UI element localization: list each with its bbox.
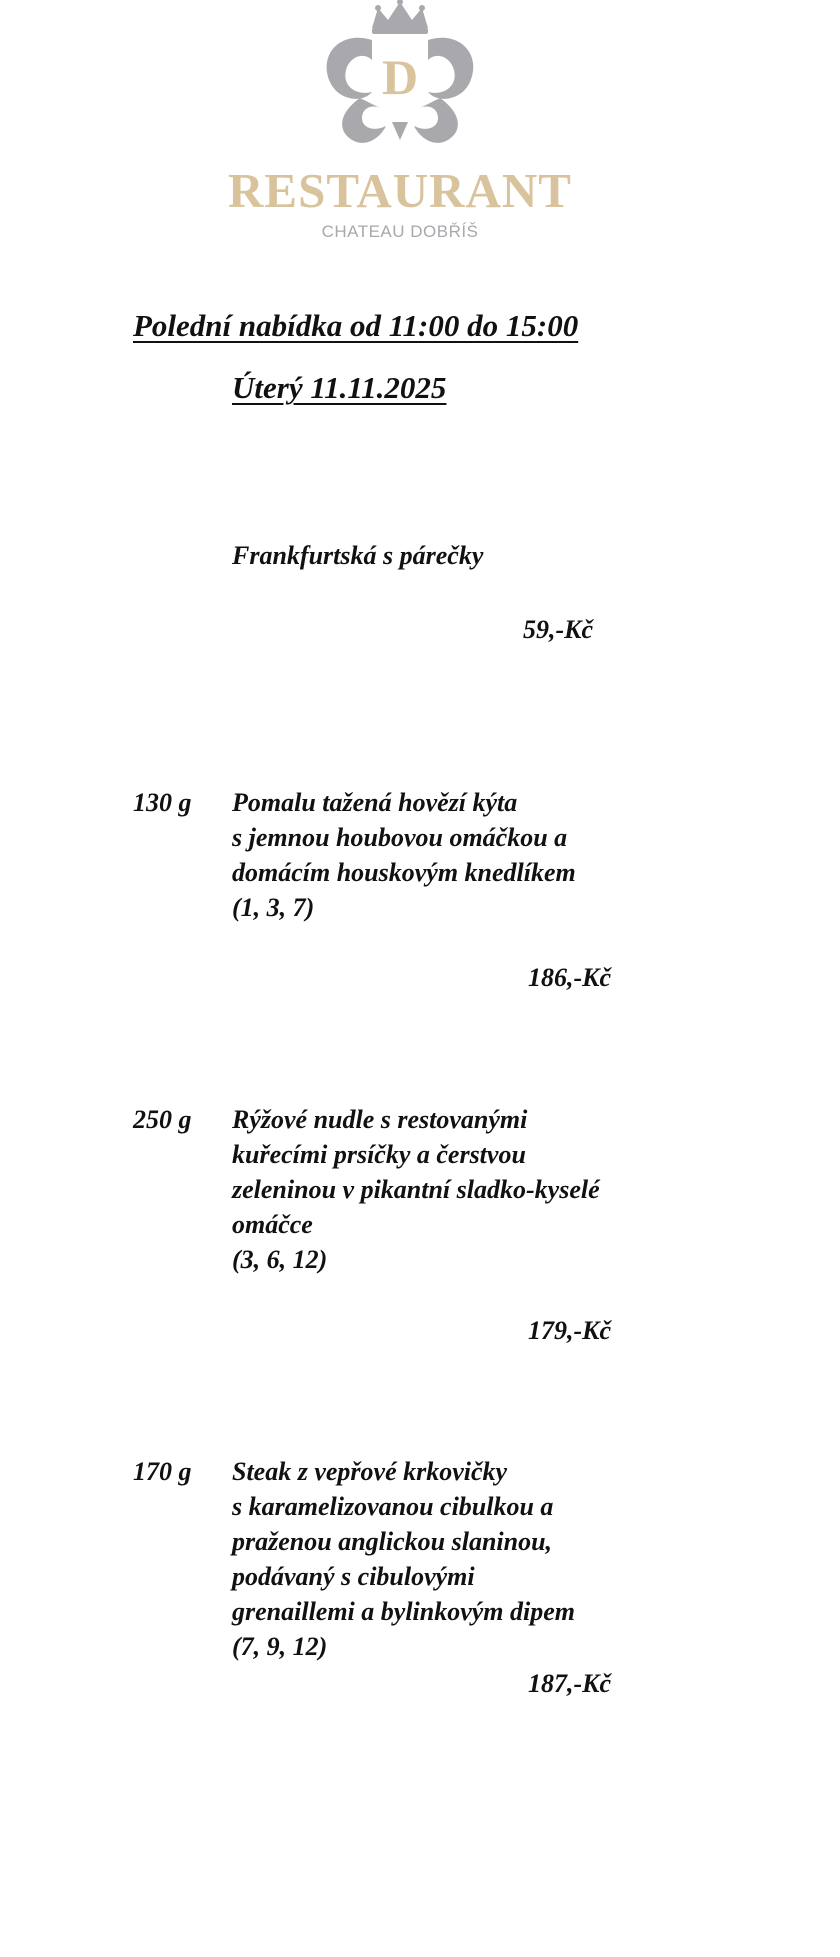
- offer-title: Polední nabídka od 11:00 do 15:00: [133, 308, 579, 343]
- item-line: grenaillemi a bylinkovým dipem: [232, 1597, 576, 1626]
- item-allergens: (1, 3, 7): [232, 893, 315, 922]
- logo-letter: D: [381, 49, 419, 105]
- item-line: Pomalu tažená hovězí kýta: [232, 788, 518, 817]
- item-line: praženou anglickou slaninou,: [232, 1527, 553, 1556]
- item-weight: 170 g: [133, 1457, 192, 1486]
- soup-price: 59,-Kč: [523, 615, 594, 644]
- item-line: Rýžové nudle s restovanými: [232, 1105, 528, 1134]
- item-line: kuřecími prsíčky a čerstvou: [232, 1140, 526, 1169]
- item-allergens: (7, 9, 12): [232, 1632, 328, 1661]
- item-line: s karamelizovanou cibulkou a: [232, 1492, 554, 1521]
- item-line: zeleninou v pikantní sladko-kyselé: [232, 1175, 600, 1204]
- item-line: s jemnou houbovou omáčkou a: [232, 823, 568, 852]
- logo-wordmark: RESTAURANT: [228, 163, 572, 218]
- item-line: podávaný s cibulovými: [232, 1562, 475, 1591]
- item-weight: 250 g: [133, 1105, 192, 1134]
- item-price: 179,-Kč: [528, 1316, 612, 1345]
- offer-date: Úterý 11.11.2025: [232, 370, 447, 405]
- restaurant-logo: [0, 0, 840, 250]
- logo-subtitle: CHATEAU DOBŘÍŠ: [321, 222, 479, 241]
- item-weight: 130 g: [133, 788, 192, 817]
- item-line: domácím houskovým knedlíkem: [232, 858, 576, 887]
- item-allergens: (3, 6, 12): [232, 1245, 328, 1274]
- item-line: Steak z vepřové krkovičky: [232, 1457, 508, 1486]
- item-price: 186,-Kč: [528, 963, 612, 992]
- soup-name: Frankfurtská s párečky: [232, 541, 484, 570]
- item-price: 187,-Kč: [528, 1669, 612, 1698]
- item-line: omáčce: [232, 1210, 313, 1239]
